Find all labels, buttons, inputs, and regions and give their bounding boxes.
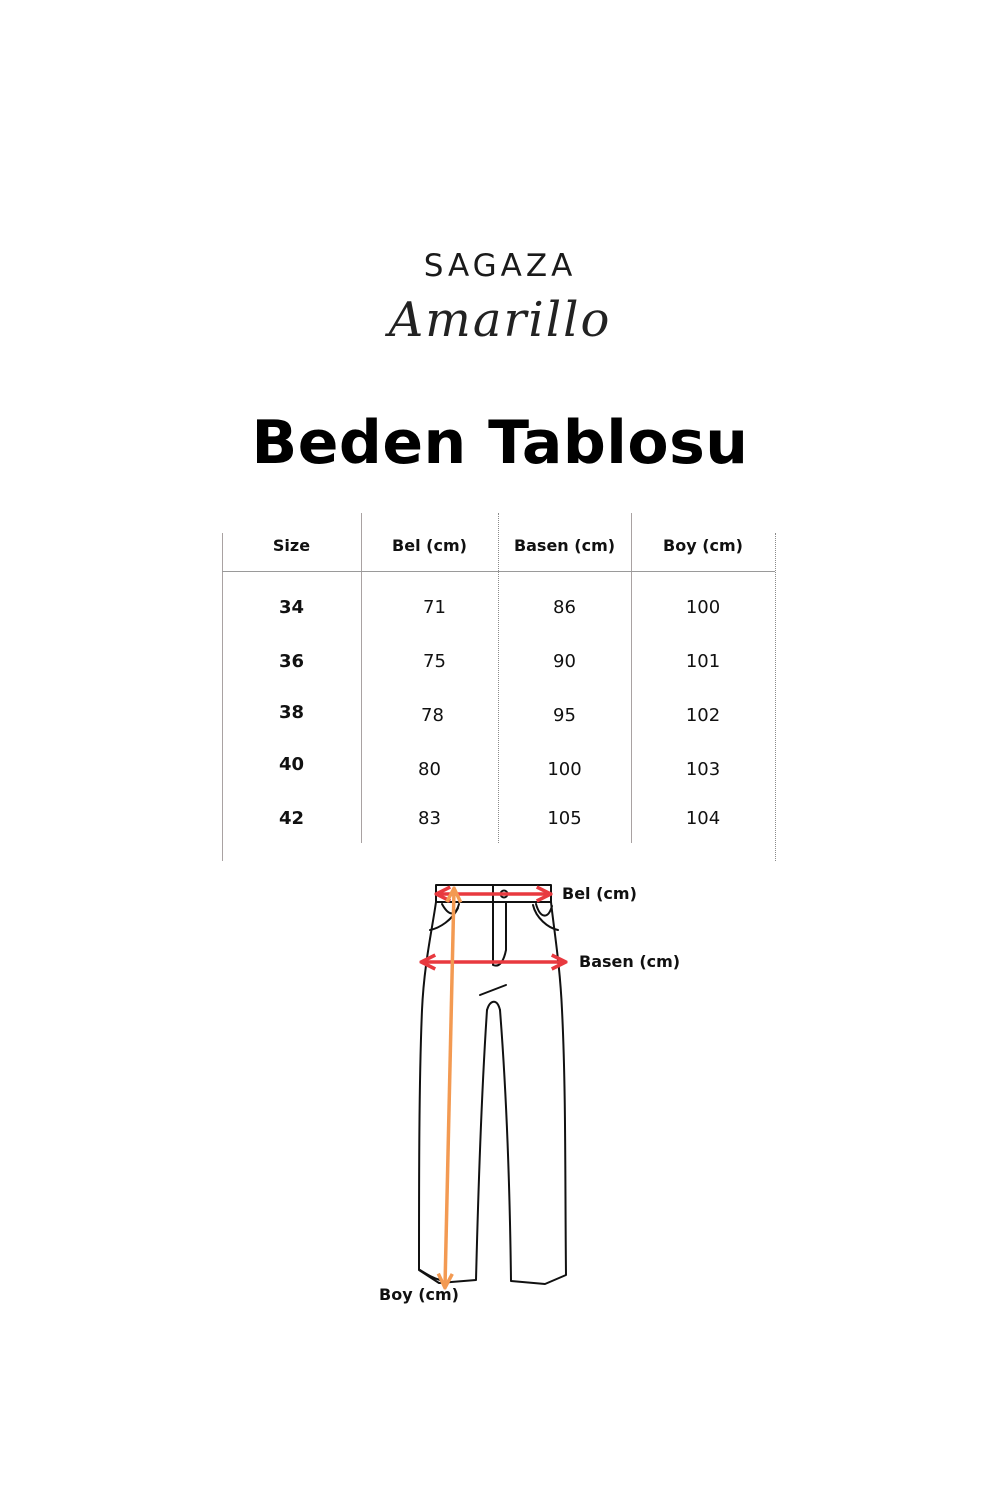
length-arrow	[445, 890, 454, 1286]
header-bel: Bel (cm)	[392, 536, 467, 555]
row-3-basen: 95	[553, 705, 576, 726]
pants-outline	[419, 885, 566, 1284]
row-4-boy: 103	[685, 759, 721, 780]
row-1-bel: 71	[423, 597, 446, 618]
row-2-basen: 90	[553, 651, 576, 672]
bel-label: Bel (cm)	[562, 884, 637, 903]
row-1-boy: 100	[685, 597, 721, 618]
brand-subtitle: Amarillo	[388, 292, 612, 348]
header-basen: Basen (cm)	[513, 536, 616, 555]
row-1-size: 34	[278, 597, 305, 618]
row-3-bel: 78	[421, 705, 444, 726]
basen-label: Basen (cm)	[579, 952, 681, 971]
brand-name: SAGAZA	[423, 248, 577, 284]
row-5-boy: 104	[685, 808, 721, 829]
row-5-bel: 83	[418, 808, 441, 829]
row-1-basen: 86	[553, 597, 576, 618]
row-5-basen: 105	[547, 808, 582, 829]
row-3-size: 38	[278, 702, 305, 723]
header-boy: Boy (cm)	[663, 536, 743, 555]
row-5-size: 42	[278, 808, 305, 829]
row-2-boy: 101	[685, 651, 721, 672]
row-4-size: 40	[278, 754, 305, 775]
row-4-bel: 80	[418, 759, 441, 780]
boy-label: Boy (cm)	[379, 1285, 459, 1304]
row-4-basen: 100	[547, 759, 582, 780]
row-2-size: 36	[278, 651, 305, 672]
row-3-boy: 102	[685, 705, 721, 726]
row-2-bel: 75	[423, 651, 446, 672]
page-title: Beden Tablosu	[251, 408, 749, 478]
header-size: Size	[272, 536, 311, 555]
